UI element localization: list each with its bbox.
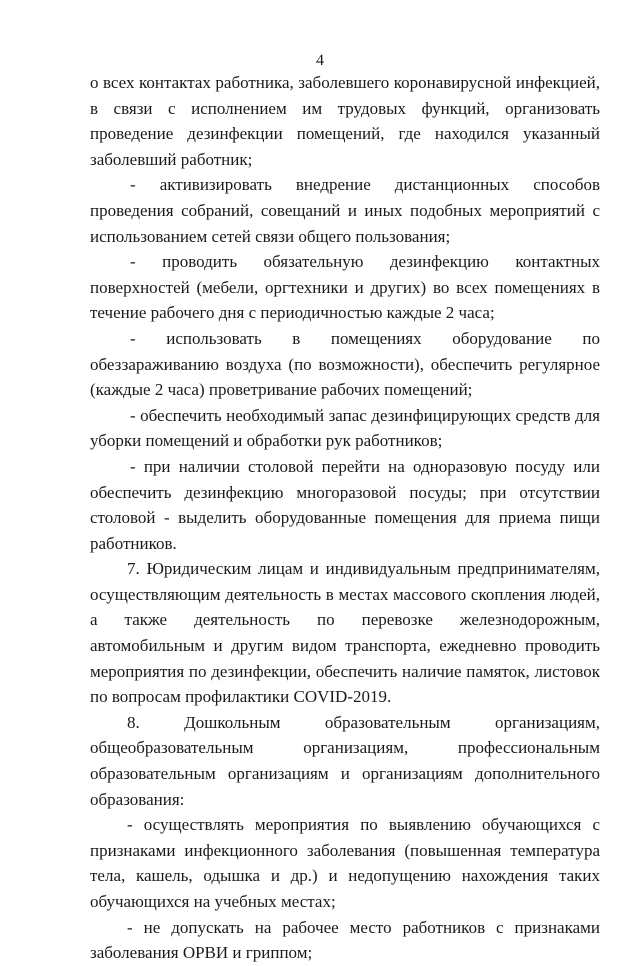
section-7-paragraph: 7. Юридическим лицам и индивидуальным предпринимателям, осуществляющим деятельность в местах массового скопления людей, а также деятельность по перевозке железнодорожным, автомобильным и другим видом транспорта, ежедневно проводить мероприятия по дезинфекции, обеспечить наличие памяток, листовок по вопросам профилактики COVID-2019. <box>90 559 600 707</box>
list-item-student-screening: - осуществлять мероприятия по выявлению обучающихся с признаками инфекционного заболевания (повышенная температура тела, кашель, одышка и др.) и недопущению нахождения таких обучающихся на учебных местах; <box>90 815 600 911</box>
list-item-surface-disinfection: - проводить обязательную дезинфекцию контактных поверхностей (мебели, оргтехники и других) во всех помещениях в течение рабочего дня с периодичностью каждые 2 часа; <box>90 252 600 323</box>
page-number: 4 <box>316 52 324 69</box>
section-8-paragraph: 8. Дошкольным образовательным организациям, общеобразовательным организациям, профессиональным образовательным организациям и организациям дополнительного образования: <box>90 712 600 809</box>
paragraph-continuation: о всех контактах работника, заболевшего коронавирусной инфекцией, в связи с исполнением им трудовых функций, организовать проведение дезинфекции помещений, где находился указанный заболевший работник; <box>90 73 600 169</box>
list-item-remote-meetings: - активизировать внедрение дистанционных способов проведения собраний, совещаний и иных подобных мероприятий с использованием сетей связи общего пользования; <box>90 175 600 246</box>
document-body <box>90 70 600 966</box>
list-item-staff-admission: - не допускать на рабочее место работников с признаками заболевания ОРВИ и гриппом; <box>90 917 600 963</box>
list-item-disinfectant-supply: - обеспечить необходимый запас дезинфицирующих средств для уборки помещений и обработки рук работников; <box>90 405 600 451</box>
list-item-canteen-dishes: - при наличии столовой перейти на одноразовую посуду или обеспечить дезинфекцию многоразовой посуды; при отсутствии столовой - выделить оборудованные помещения для приема пищи работников. <box>90 456 600 553</box>
list-item-air-disinfection: - использовать в помещениях оборудование по обеззараживанию воздуха (по возможности), обеспечить регулярное (каждые 2 часа) проветривание рабочих помещений; <box>90 328 600 400</box>
